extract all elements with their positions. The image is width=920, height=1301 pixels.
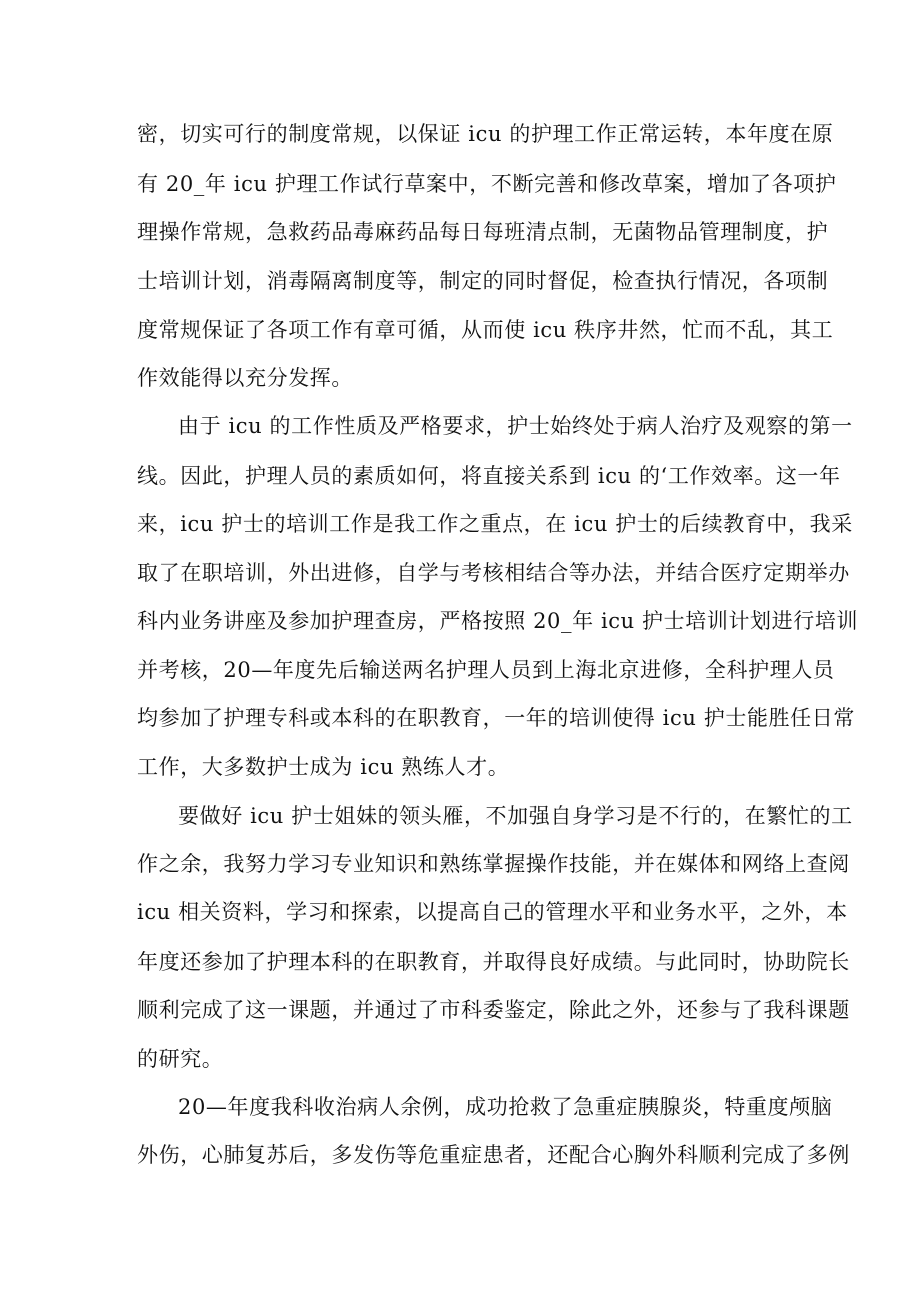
text-line: 外伤，心肺复苏后，多发伤等危重症患者，还配合心胸外科顺利完成了多例 [137, 1143, 850, 1167]
text-line: 士培训计划，消毒隔离制度等，制定的同时督促，检查执行情况，各项制 [137, 269, 829, 293]
text-line: 作效能得以充分发挥。 [137, 366, 353, 390]
text-line: 取了在职培训，外出进修，自学与考核相结合等办法，并结合医疗定期举办 [137, 561, 850, 585]
text-line: icu 相关资料，学习和探索，以提高自己的管理水平和业务水平，之外，本 [137, 900, 848, 924]
text-line: 线。因此，护理人员的素质如何，将直接关系到 icu 的‘工作效率。这一年 [137, 464, 841, 488]
text-line: 并考核，20—年度先后输送两名护理人员到上海北京进修，全科护理人员 [137, 658, 835, 682]
text-line: 作之余，我努力学习专业知识和熟练掌握操作技能，并在媒体和网络上查阅 [137, 852, 850, 876]
text-line: 年度还参加了护理本科的在职教育，并取得良好成绩。与此同时，协助院长 [137, 950, 850, 974]
text-line: 的研究。 [137, 1047, 224, 1071]
paragraph-first-line: 要做好 icu 护士姐妹的领头雁，不加强自身学习是不行的，在繁忙的工 [178, 804, 853, 828]
text-line: 度常规保证了各项工作有章可循，从而使 icu 秩序井然，忙而不乱，其工 [137, 318, 834, 342]
text-line: 理操作常规，急救药品毒麻药品每日每班清点制，无菌物品管理制度，护 [137, 220, 829, 244]
text-line: 工作，大多数护士成为 icu 熟练人才。 [137, 755, 510, 779]
text-line: 密，切实可行的制度常规，以保证 icu 的护理工作正常运转，本年度在原 [137, 122, 834, 146]
text-line: 均参加了护理专科或本科的在职教育，一年的培训使得 icu 护士能胜任日常 [137, 706, 855, 730]
text-line: 有 20_年 icu 护理工作试行草案中，不断完善和修改草案，增加了各项护 [137, 172, 837, 196]
paragraph-first-line: 由于 icu 的工作性质及严格要求，护士始终处于病人治疗及观察的第一 [178, 414, 853, 438]
paragraph-first-line: 20—年度我科收治病人余例，成功抢救了急重症胰腺炎，特重度颅脑 [178, 1095, 833, 1119]
text-line: 来，icu 护士的培训工作是我工作之重点，在 icu 护士的后续教育中，我采 [137, 512, 853, 536]
text-line: 科内业务讲座及参加护理查房，严格按照 20_年 icu 护士培训计划进行培训 [137, 609, 859, 633]
text-line: 顺利完成了这一课题，并通过了市科委鉴定，除此之外，还参与了我科课题 [137, 998, 850, 1022]
